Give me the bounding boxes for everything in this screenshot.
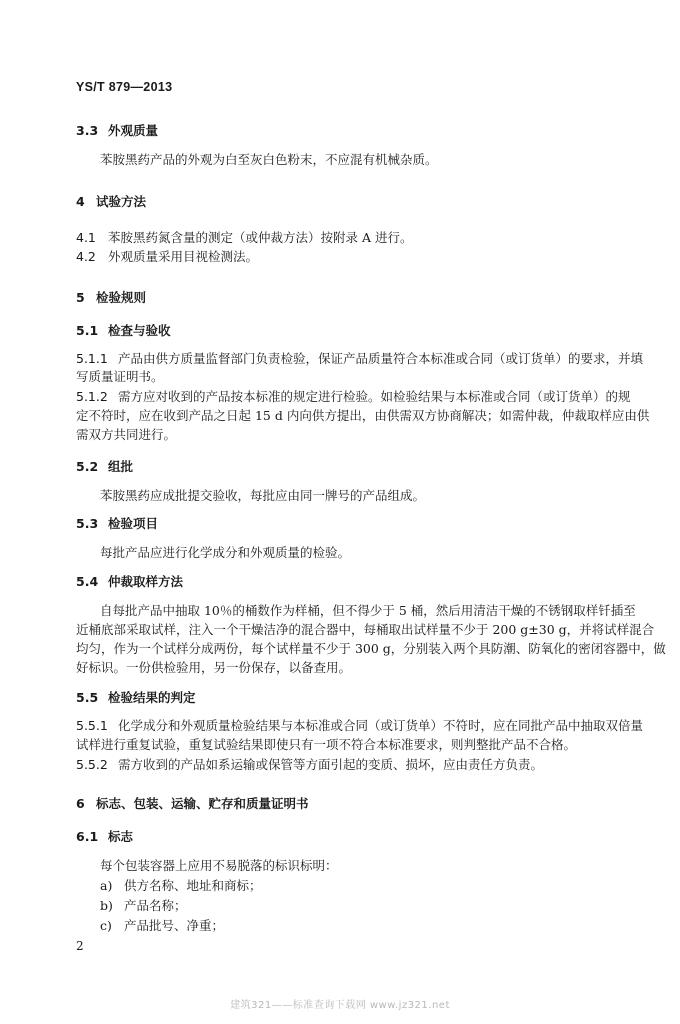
section-5-5-1-line-1: [76, 718, 643, 734]
section-title: 标志、包装、运输、贮存和质量证明书: [96, 796, 309, 811]
section-title: 检验规则: [96, 290, 147, 305]
section-title: 检验项目: [108, 516, 159, 531]
list-marker: c): [100, 918, 112, 933]
section-title: 外观质量: [108, 123, 159, 138]
section-text: 产品由供方质量监督部门负责检验，保证产品质量符合本标准或合同（或订货单）的要求，并填: [118, 351, 644, 366]
section-5-1-1-line-2: 写质量证明书。: [76, 369, 164, 384]
section-3-3-heading: [76, 123, 158, 139]
section-5-5-heading: [76, 690, 196, 706]
list-marker: b): [100, 898, 113, 913]
section-title: 检查与验收: [108, 323, 171, 338]
section-5-2-heading: [76, 459, 133, 475]
list-item: [100, 898, 187, 914]
list-text: 产品名称；: [124, 898, 187, 913]
list-item: [100, 918, 224, 934]
section-3-3-body: 苯胺黑药产品的外观为白至灰白色粉末，不应混有机械杂质。: [100, 152, 438, 167]
section-text: 苯胺黑药氮含量的测定（或仲裁方法）按附录 A 进行。: [108, 230, 413, 245]
section-number: 4: [76, 194, 85, 209]
section-number: 5.5.1: [76, 718, 108, 733]
watermark: 建筑321——标准查询下载网 www.jz321.net: [230, 1000, 450, 1011]
section-6-1-heading: [76, 829, 133, 845]
section-5-1-heading: [76, 323, 171, 339]
section-5-4-heading: [76, 574, 183, 590]
section-title: 试验方法: [96, 194, 147, 209]
section-number: 5.5: [76, 690, 99, 705]
section-4-1: [76, 230, 412, 246]
section-5-1-2-line-3: 需双方共同进行。: [76, 427, 177, 442]
section-number: 5.4: [76, 574, 99, 589]
section-title: 标志: [108, 829, 134, 844]
section-5-5-1-line-2: 试样进行重复试验，重复试验结果即使只有一项不符合本标准要求，则判整批产品不合格。: [76, 737, 577, 752]
list-item: [100, 878, 262, 894]
section-5-1-2-line-1: [76, 389, 631, 405]
section-5-1-2-line-2: 定不符时，应在收到产品之日起 15 d 内向供方提出，由供需双方协商解决；如需仲裁，仲裁取样应由供: [76, 408, 650, 423]
section-4-heading: [76, 194, 146, 210]
section-5-5-2: [76, 757, 543, 773]
section-text: 需方收到的产品如系运输或保管等方面引起的变质、损坏，应由责任方负责。: [118, 757, 544, 772]
list-marker: a): [100, 878, 113, 893]
section-5-heading: [76, 290, 146, 306]
section-6-1-intro: 每个包装容器上应用不易脱落的标识标明：: [100, 858, 338, 873]
section-number: 5.1: [76, 323, 99, 338]
page-number: 2: [76, 939, 84, 953]
section-number: 5: [76, 290, 85, 305]
section-number: 3.3: [76, 123, 99, 138]
section-5-4-line-1: 自每批产品中抽取 10％的桶数作为样桶，但不得少于 5 桶，然后用清洁干燥的不锈钢取样钎插至: [100, 603, 636, 618]
section-text: 外观质量采用目视检测法。: [108, 249, 259, 264]
section-4-2: [76, 249, 258, 265]
section-title: 组批: [108, 459, 134, 474]
section-6-heading: [76, 796, 309, 812]
section-text: 需方应对收到的产品按本标准的规定进行检验。如检验结果与本标准或合同（或订货单）的规: [118, 389, 631, 404]
section-title: 检验结果的判定: [108, 690, 196, 705]
section-5-4-line-2: 近桶底部采取试样，注入一个干燥洁净的混合器中，每桶取出试样量不少于 200 g±30 g，并将试样混合: [76, 622, 655, 637]
section-number: 5.1.1: [76, 351, 108, 366]
list-text: 供方名称、地址和商标；: [124, 878, 262, 893]
section-5-4-line-3: 均匀，作为一个试样分成两份，每个试样量不少于 300 g，分别装入两个具防潮、防氧化的密闭容器中，做: [76, 641, 666, 656]
section-text: 化学成分和外观质量检验结果与本标准或合同（或订货单）不符时，应在同批产品中抽取双倍量: [118, 718, 644, 733]
section-title: 仲裁取样方法: [108, 574, 184, 589]
section-number: 4.2: [76, 249, 96, 264]
section-5-4-line-4: 好标识。一份供检验用，另一份保存，以备查用。: [76, 660, 352, 675]
section-5-1-1-line-1: [76, 351, 643, 367]
section-number: 5.5.2: [76, 757, 108, 772]
section-5-3-heading: [76, 516, 158, 532]
section-number: 4.1: [76, 230, 96, 245]
section-number: 6.1: [76, 829, 99, 844]
standard-number: YS/T 879—2013: [76, 80, 173, 94]
section-number: 5.1.2: [76, 389, 108, 404]
section-5-2-body: 苯胺黑药应成批提交验收，每批应由同一牌号的产品组成。: [100, 488, 426, 503]
list-text: 产品批号、净重；: [124, 918, 225, 933]
section-number: 5.2: [76, 459, 99, 474]
section-number: 6: [76, 796, 85, 811]
section-number: 5.3: [76, 516, 99, 531]
section-5-3-body: 每批产品应进行化学成分和外观质量的检验。: [100, 545, 351, 560]
